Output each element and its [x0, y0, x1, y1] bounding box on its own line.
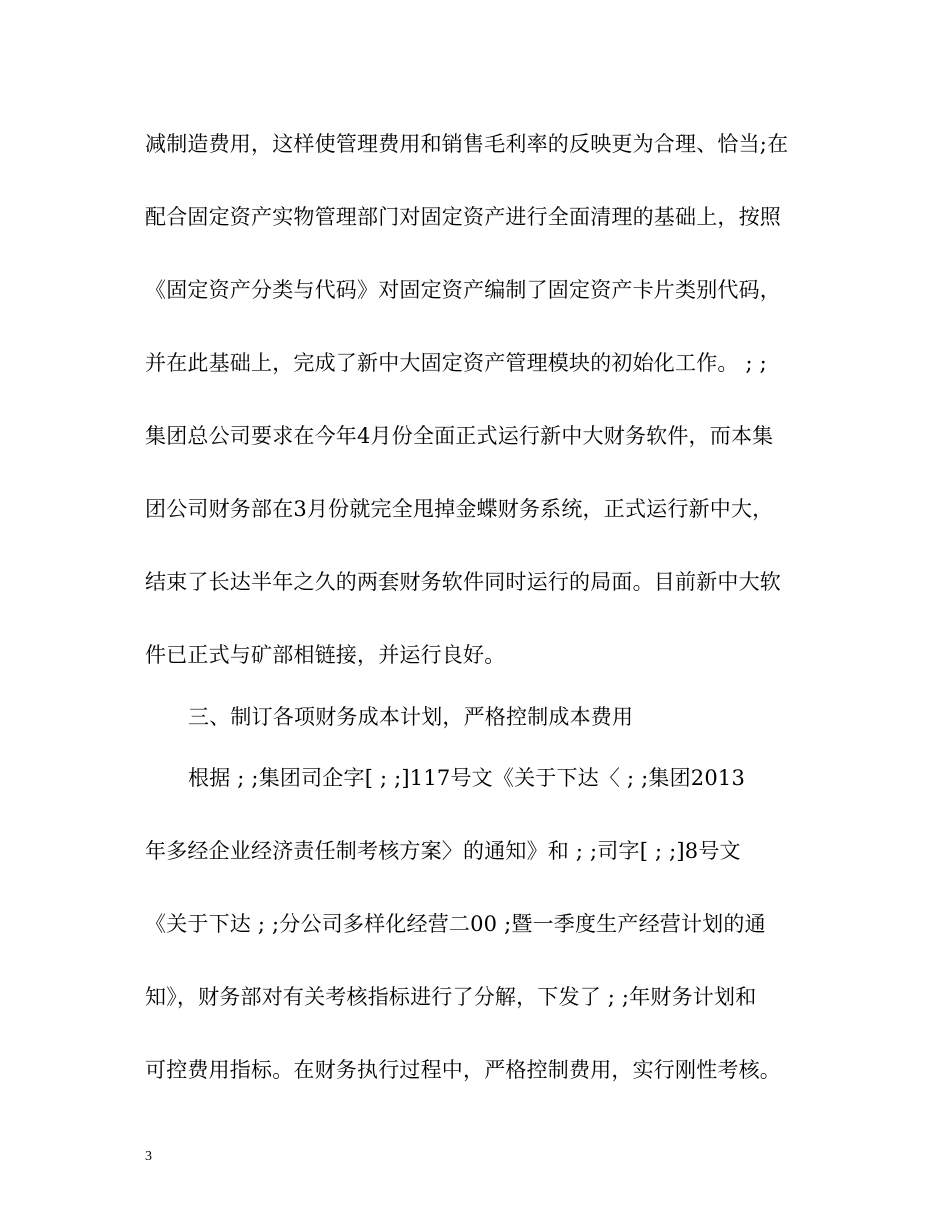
- text-line-8: 件已正式与矿部相链接，并运行良好。: [145, 643, 506, 667]
- text-line-3: 《固定资产分类与代码》对固定资产编制了固定资产卡片类别代码，: [145, 278, 781, 302]
- text-line-14: 可控费用指标。在财务执行过程中，严格控制费用，实行刚性考核。: [145, 1058, 781, 1082]
- section-heading: 三、制订各项财务成本计划，严格控制成本费用: [188, 705, 634, 729]
- page-number: 3: [145, 1149, 152, 1164]
- text-line-4: 并在此基础上，完成了新中大固定资产管理模块的初始化工作。 ; ;: [145, 351, 767, 375]
- text-line-2: 配合固定资产实物管理部门对固定资产进行全面清理的基础上，按照: [145, 205, 781, 229]
- text-line-11: 年多经企业经济责任制考核方案〉的通知》和 ; ;司字[ ; ;]8号文: [145, 839, 741, 863]
- text-line-6: 团公司财务部在3月份就完全甩掉金蝶财务系统，正式运行新中大，: [145, 497, 774, 521]
- text-line-5: 集团总公司要求在今年4月份全面正式运行新中大财务软件，而本集: [145, 424, 774, 448]
- text-line-12: 《关于下达 ; ;分公司多样化经营二00 ;暨一季度生产经营计划的通: [145, 912, 766, 936]
- text-line-10: 根据 ; ;集团司企字[ ; ;]117号文《关于下达〈 ; ;集团2013: [188, 766, 746, 790]
- text-line-1: 减制造费用，这样使管理费用和销售毛利率的反映更为合理、恰当;在: [145, 132, 789, 156]
- text-line-7: 结束了长达半年之久的两套财务软件同时运行的局面。目前新中大软: [145, 570, 781, 594]
- text-line-13: 知》，财务部对有关考核指标进行了分解，下发了 ; ;年财务计划和: [145, 985, 757, 1009]
